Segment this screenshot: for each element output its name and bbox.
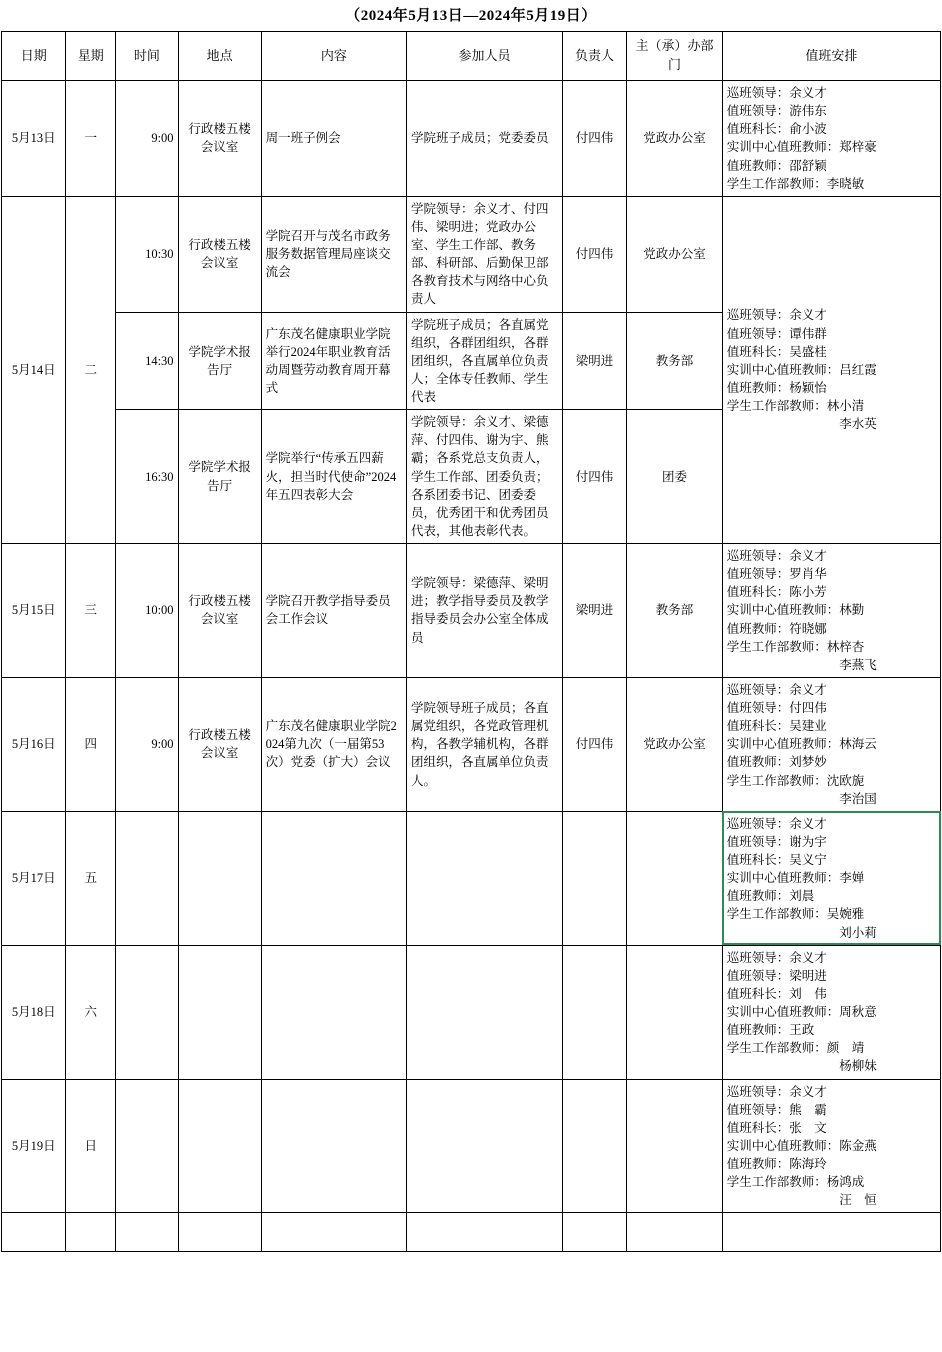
duty-line: 巡班领导：余义才 <box>726 308 827 323</box>
cell-date: 5月18日 <box>2 945 66 1079</box>
cell-department: 教务部 <box>627 312 723 410</box>
page-title: （2024年5月13日—2024年5月19日） <box>345 8 597 24</box>
col-header-place: 地点 <box>178 32 261 81</box>
duty-line: 巡班领导：余义才 <box>726 1084 827 1099</box>
cell-date: 5月17日 <box>2 811 66 945</box>
table-row <box>2 1079 941 1213</box>
cell-time: 10:30 <box>116 196 178 312</box>
cell-participants: 学院班子成员；各直属党组织，各群团组织，各群团组织，各直属单位负责人；全体专任教师、学生代表 <box>407 312 563 410</box>
cell-place <box>178 1213 261 1252</box>
duty-line: 杨柳妹 <box>726 1059 877 1074</box>
table-row <box>2 196 941 312</box>
cell-date: 5月16日 <box>2 677 66 811</box>
duty-line: 实训中心值班教师：林海云 <box>726 737 877 752</box>
cell-participants: 学院领导：余义才、付四伟、梁明进；党政办公室、学生工作部、教务部、科研部、后勤保卫部各教育技术与网络中心负责人 <box>407 196 563 312</box>
duty-line: 实训中心值班教师：林勤 <box>726 603 865 618</box>
duty-line: 学生工作部教师：沈欧旎 <box>726 773 865 788</box>
table-row-empty <box>2 1213 941 1252</box>
cell-time <box>116 1213 178 1252</box>
cell-department <box>627 1079 723 1213</box>
duty-block-0514 <box>722 196 940 543</box>
cell-leader: 付四伟 <box>562 677 626 811</box>
duty-block-0513 <box>722 81 940 197</box>
duty-line: 巡班领导：余义才 <box>726 950 827 965</box>
col-header-date: 日期 <box>2 32 66 81</box>
cell-date: 5月15日 <box>2 544 66 678</box>
duty-line: 实训中心值班教师：周秋意 <box>726 1005 877 1019</box>
duty-block-0518 <box>722 945 940 1079</box>
duty-line: 汪 恒 <box>726 1193 877 1208</box>
duty-line: 值班科长：吴义宁 <box>726 853 827 867</box>
duty-line: 值班教师：王政 <box>726 1023 815 1038</box>
cell-place: 行政楼五楼会议室 <box>178 544 261 678</box>
cell-content: 广东茂名健康职业学院举行2024年职业教育活动周暨劳动教育周开幕式 <box>261 312 406 410</box>
duty-line: 值班领导：熊 霸 <box>726 1102 827 1117</box>
cell-leader <box>562 1213 626 1252</box>
duty-line: 巡班领导：余义才 <box>726 86 827 100</box>
duty-line: 学生工作部教师：颜 靖 <box>726 1041 865 1056</box>
cell-place: 行政楼五楼会议室 <box>178 81 261 197</box>
duty-line: 值班教师：刘梦妙 <box>726 755 827 770</box>
col-header-content: 内容 <box>261 32 406 81</box>
col-header-time: 时间 <box>116 32 178 81</box>
duty-line: 值班教师：邵舒颖 <box>726 158 827 173</box>
cell-time: 9:00 <box>116 81 178 197</box>
cell-participants: 学院班子成员；党委委员 <box>407 81 563 197</box>
cell-participants <box>407 1079 563 1213</box>
cell-leader <box>562 811 626 945</box>
cell-participants <box>407 1213 563 1252</box>
duty-line: 值班科长：吴建业 <box>726 719 827 734</box>
cell-content <box>261 1213 406 1252</box>
duty-block-0517 <box>722 811 940 945</box>
cell-content <box>261 811 406 945</box>
cell-weekday: 一 <box>66 81 116 197</box>
cell-time: 16:30 <box>116 410 178 544</box>
duty-line: 学生工作部教师：李晓敏 <box>726 176 865 191</box>
cell-participants: 学院领导：梁德萍、梁明进；教学指导委员及教学指导委员会办公室全体成员 <box>407 544 563 678</box>
cell-time <box>116 1079 178 1213</box>
cell-time <box>116 945 178 1079</box>
duty-block-0516 <box>722 677 940 811</box>
duty-line: 学生工作部教师：吴婉雅 <box>726 907 865 922</box>
cell-date: 5月19日 <box>2 1079 66 1213</box>
duty-line: 值班教师：符晓娜 <box>726 621 827 636</box>
cell-content: 学院举行“传承五四薪火，担当时代使命”2024年五四表彰大会 <box>261 410 406 544</box>
duty-line: 值班科长：刘 伟 <box>726 986 827 1001</box>
cell-date: 5月14日 <box>2 196 66 543</box>
cell-department: 团委 <box>627 410 723 544</box>
cell-place <box>178 1079 261 1213</box>
cell-department: 党政办公室 <box>627 196 723 312</box>
duty-line: 值班领导：谢为宇 <box>726 834 827 849</box>
cell-department <box>627 811 723 945</box>
cell-weekday: 三 <box>66 544 116 678</box>
cell-date: 5月13日 <box>2 81 66 197</box>
duty-line: 学生工作部教师：林梓杏 <box>726 639 865 654</box>
duty-line: 李水英 <box>726 417 877 432</box>
duty-line: 巡班领导：余义才 <box>726 816 827 831</box>
duty-line: 值班教师：陈海玲 <box>726 1157 827 1171</box>
duty-line: 李治国 <box>726 791 877 806</box>
col-header-department: 主（承）办部门 <box>627 32 723 81</box>
cell-department: 党政办公室 <box>627 81 723 197</box>
col-header-duty: 值班安排 <box>722 32 940 81</box>
cell-place <box>178 945 261 1079</box>
cell-time: 14:30 <box>116 312 178 410</box>
table-row <box>2 544 941 678</box>
cell-time: 10:00 <box>116 544 178 678</box>
cell-time: 9:00 <box>116 677 178 811</box>
cell-time <box>116 811 178 945</box>
cell-content: 学院召开与茂名市政务服务数据管理局座谈交流会 <box>261 196 406 312</box>
cell-leader <box>562 1079 626 1213</box>
duty-line: 学生工作部教师：林小清 <box>726 399 865 414</box>
cell-leader: 付四伟 <box>562 196 626 312</box>
duty-line: 值班教师：杨颖怡 <box>726 380 827 395</box>
cell-place <box>178 811 261 945</box>
cell-participants <box>407 945 563 1079</box>
cell-content <box>261 1079 406 1213</box>
cell-participants: 学院领导：余义才、梁德萍、付四伟、谢为宇、熊霸；各系党总支负责人，学生工作部、团委负责；各系团委书记、团委委员，优秀团干和优秀团员代表，其他表彰代表。 <box>407 410 563 544</box>
duty-line: 实训中心值班教师：陈金燕 <box>726 1138 877 1153</box>
duty-block-0519 <box>722 1079 940 1213</box>
table-row <box>2 945 941 1079</box>
cell-department <box>627 1213 723 1252</box>
table-header-row <box>2 32 941 81</box>
duty-line: 值班领导：游伟东 <box>726 104 827 119</box>
col-header-weekday: 星期 <box>66 32 116 81</box>
cell-leader <box>562 945 626 1079</box>
duty-line: 学生工作部教师：杨鸿成 <box>726 1175 865 1190</box>
cell-leader: 付四伟 <box>562 410 626 544</box>
duty-line: 巡班领导：余义才 <box>726 549 827 563</box>
cell-place: 行政楼五楼会议室 <box>178 196 261 312</box>
duty-block-0515 <box>722 544 940 678</box>
duty-line: 值班科长：俞小波 <box>726 122 827 137</box>
duty-line: 值班领导：付四伟 <box>726 701 827 715</box>
cell-participants: 学院领导班子成员；各直属党组织，各党政管理机构，各教学辅机构，各群团组织，各直属单位负责人。 <box>407 677 563 811</box>
col-header-participants: 参加人员 <box>407 32 563 81</box>
cell-place: 行政楼五楼会议室 <box>178 677 261 811</box>
cell-duty <box>722 1213 940 1252</box>
cell-department: 教务部 <box>627 544 723 678</box>
duty-line: 值班科长：吴盛桂 <box>726 344 827 359</box>
table-row <box>2 677 941 811</box>
cell-leader: 梁明进 <box>562 544 626 678</box>
duty-line: 巡班领导：余义才 <box>726 682 827 697</box>
table-row <box>2 811 941 945</box>
cell-content: 周一班子例会 <box>261 81 406 197</box>
duty-line: 值班领导：谭伟群 <box>726 326 827 341</box>
cell-weekday: 六 <box>66 945 116 1079</box>
cell-place: 学院学术报告厅 <box>178 410 261 544</box>
table-row <box>2 81 941 197</box>
col-header-leader: 负责人 <box>562 32 626 81</box>
duty-line: 值班科长：张 文 <box>726 1120 827 1135</box>
cell-date <box>2 1213 66 1252</box>
duty-line: 实训中心值班教师：郑梓豪 <box>726 140 877 155</box>
duty-line: 值班领导：梁明进 <box>726 968 827 983</box>
cell-department <box>627 945 723 1079</box>
cell-weekday: 日 <box>66 1079 116 1213</box>
cell-participants <box>407 811 563 945</box>
cell-content <box>261 945 406 1079</box>
schedule-table <box>1 31 941 1252</box>
duty-line: 值班科长：陈小芳 <box>726 585 827 600</box>
duty-line: 李燕飞 <box>726 657 877 672</box>
duty-line: 刘小莉 <box>726 925 877 940</box>
cell-weekday <box>66 1213 116 1252</box>
cell-weekday: 二 <box>66 196 116 543</box>
cell-weekday: 五 <box>66 811 116 945</box>
duty-line: 值班教师：刘晨 <box>726 889 815 904</box>
duty-line: 实训中心值班教师：李婵 <box>726 871 865 886</box>
cell-weekday: 四 <box>66 677 116 811</box>
cell-place: 学院学术报告厅 <box>178 312 261 410</box>
cell-leader: 梁明进 <box>562 312 626 410</box>
cell-content: 广东茂名健康职业学院2024第九次（一届第53次）党委（扩大）会议 <box>261 677 406 811</box>
cell-leader: 付四伟 <box>562 81 626 197</box>
duty-line: 实训中心值班教师：吕红霞 <box>726 362 877 377</box>
cell-department: 党政办公室 <box>627 677 723 811</box>
cell-content: 学院召开教学指导委员会工作会议 <box>261 544 406 678</box>
duty-line: 值班领导：罗肖华 <box>726 567 827 582</box>
